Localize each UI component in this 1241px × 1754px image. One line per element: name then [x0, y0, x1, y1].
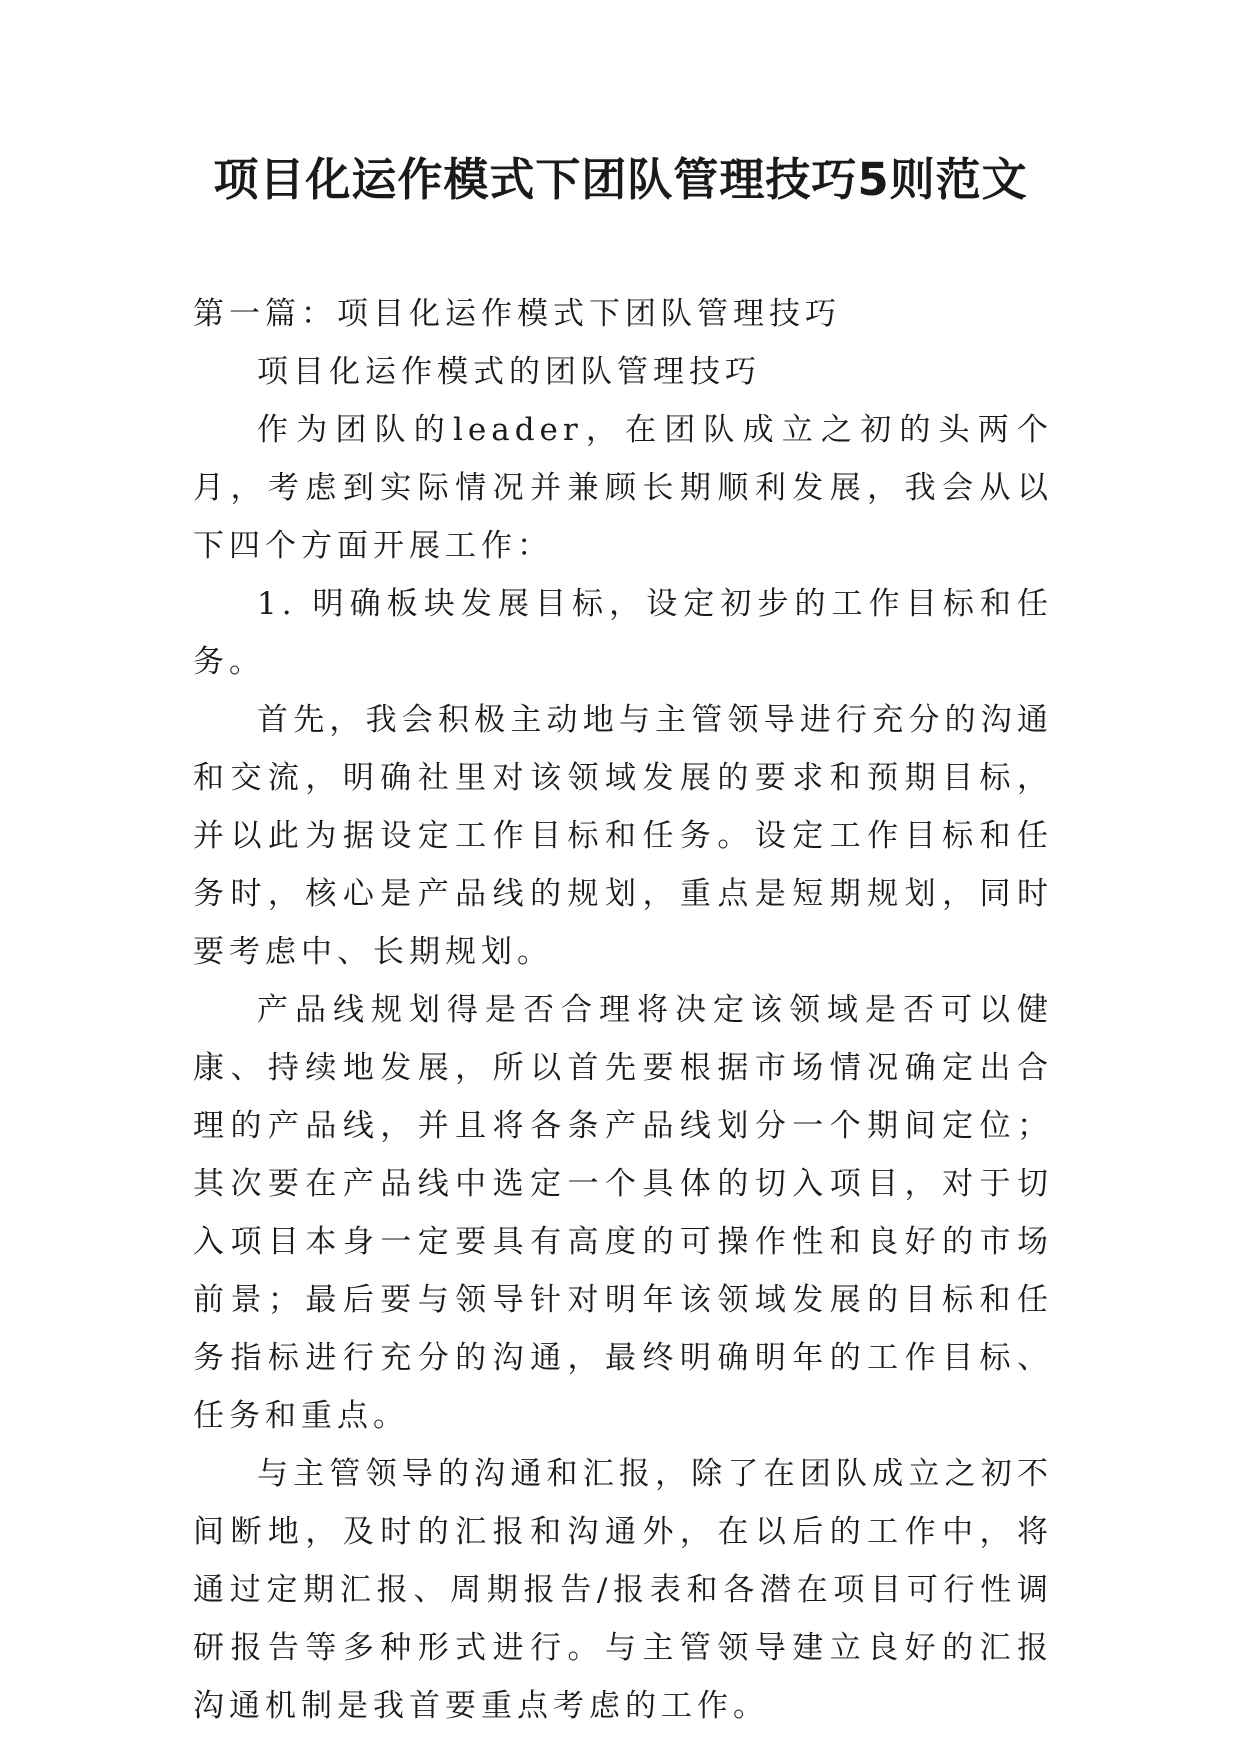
- body-paragraph: 与主管领导的沟通和汇报，除了在团队成立之初不间断地，及时的汇报和沟通外，在以后的工作中，将通过定期汇报、周期报告/报表和各潜在项目可行性调研报告等多种形式进行。与主管领导建立良好的汇报沟通机制是我首要重点考虑的工作。: [193, 1456, 1053, 1724]
- body-paragraph: 首先，我会积极主动地与主管领导进行充分的沟通和交流，明确社里对该领域发展的要求和预期目标，并以此为据设定工作目标和任务。设定工作目标和任务时，核心是产品线的规划，重点是短期规划，同时要考虑中、长期规划。: [193, 702, 1053, 970]
- body-paragraph: 产品线规划得是否合理将决定该领域是否可以健康、持续地发展，所以首先要根据市场情况确定出合理的产品线，并且将各条产品线划分一个期间定位；其次要在产品线中选定一个具体的切入项目，对于切入项目本身一定要具有高度的可操作性和良好的市场前景；最后要与领导针对明年该领域发展的目标和任务指标进行充分的沟通，最终明确明年的工作目标、任务和重点。: [193, 992, 1053, 1434]
- list-item-paragraph: 1. 明确板块发展目标，设定初步的工作目标和任务。: [193, 586, 1053, 680]
- section-heading: 第一篇：项目化运作模式下团队管理技巧: [193, 296, 841, 332]
- document-body: [193, 285, 1053, 1735]
- body-paragraph: 作为团队的leader，在团队成立之初的头两个月，考虑到实际情况并兼顾长期顺利发展，我会从以下四个方面开展工作：: [193, 412, 1053, 564]
- subtitle-paragraph: 项目化运作模式的团队管理技巧: [257, 354, 761, 390]
- document-title: 项目化运作模式下团队管理技巧5则范文: [213, 153, 1028, 206]
